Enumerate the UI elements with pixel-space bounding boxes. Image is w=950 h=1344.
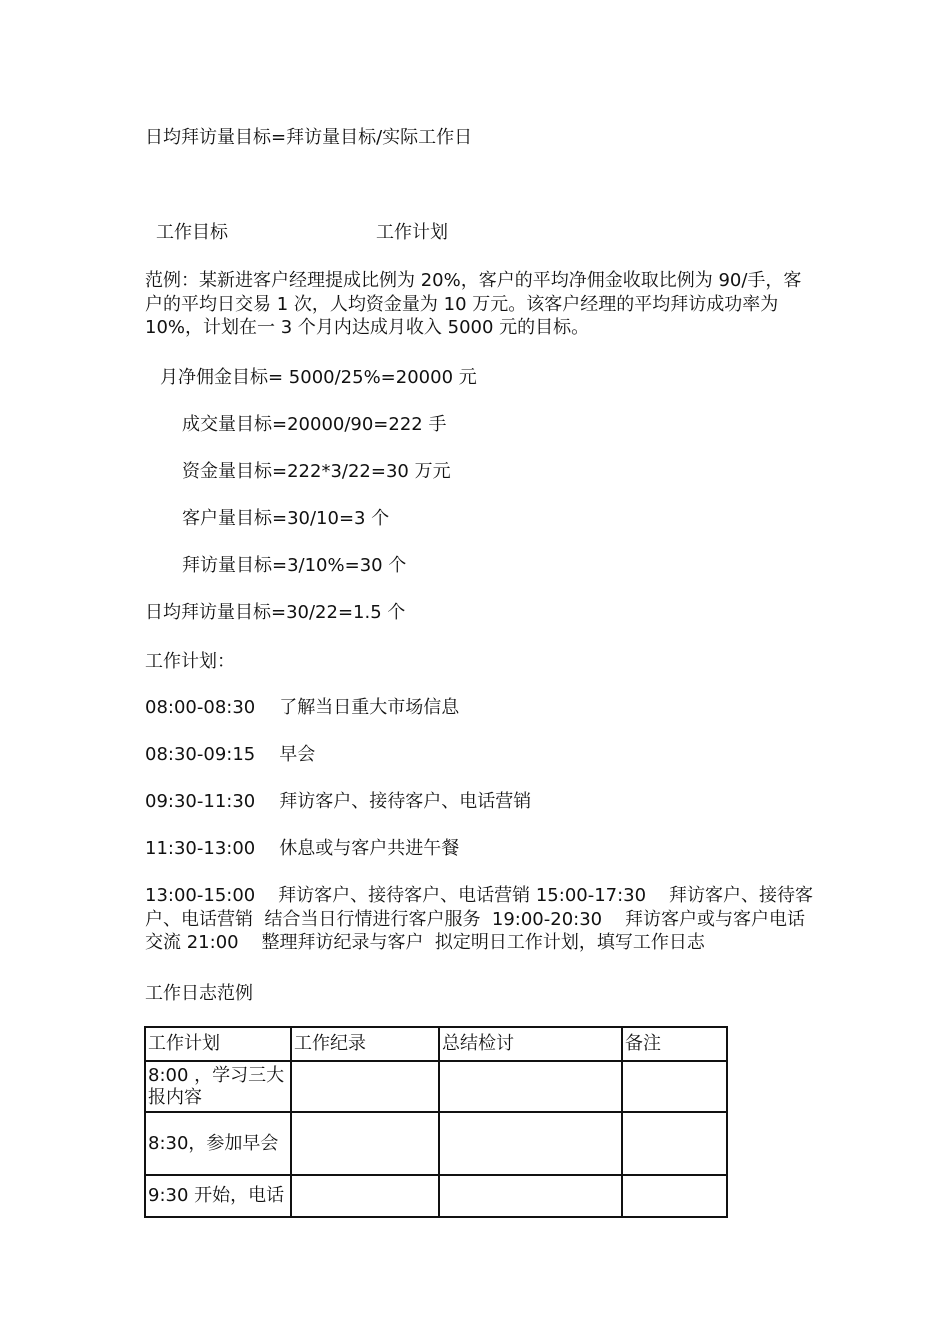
table-cell: 8:30，参加早会: [145, 1112, 291, 1175]
daily-visit-formula: 日均拜访量目标=拜访量目标/实际工作日: [145, 127, 473, 148]
schedule-row: [145, 790, 531, 814]
table-cell: [439, 1061, 622, 1112]
schedule-time: 11:30-13:00: [145, 838, 256, 859]
schedule-task: 了解当日重大市场信息: [279, 697, 460, 718]
plan-heading: 工作计划：: [145, 651, 235, 672]
schedule-task: 拜访客户、接待客户、电话营销: [279, 791, 532, 812]
table-cell: [622, 1061, 727, 1112]
col-header-review: 总结检讨: [439, 1027, 622, 1061]
afternoon-schedule-paragraph: 13:00-15:00 拜访客户、接待客户、电话营销 15:00-17:30 拜访客户、接待客户、电话营销 结合当日行情进行客户服务 19:00-20:30 拜访客户或与客户电话交流 21:00 整理拜访纪录与客户 拟定明日工作计划，填写工作日志: [145, 885, 813, 953]
schedule-row: [145, 743, 315, 767]
table-cell: [439, 1175, 622, 1217]
work-log-table: [144, 1026, 728, 1218]
table-cell: [291, 1175, 439, 1217]
header-work-plan: 工作计划: [376, 222, 448, 243]
table-cell: [622, 1112, 727, 1175]
table-row: [145, 1175, 727, 1217]
table-cell: [622, 1175, 727, 1217]
schedule-row: [145, 696, 459, 720]
example-paragraph: 范例：某新进客户经理提成比例为 20%，客户的平均净佣金收取比例为 90/手，客户的平均日交易 1 次，人均资金量为 10 万元。该客户经理的平均拜访成功率为 10%，计划在一 3 个月内达成月收入 5000 元的目标。: [145, 270, 802, 338]
schedule-row: [145, 837, 459, 861]
calc-clients: 客户量目标=30/10=3 个: [182, 508, 390, 529]
col-header-record: 工作纪录: [291, 1027, 439, 1061]
table-cell: 9:30 开始，电话: [145, 1175, 291, 1217]
schedule-time: 09:30-11:30: [145, 791, 256, 812]
table-row: [145, 1112, 727, 1175]
schedule-task: 休息或与客户共进午餐: [279, 838, 460, 859]
table-row: [145, 1061, 727, 1112]
calc-volume: 成交量目标=20000/90=222 手: [182, 414, 447, 435]
calc-funds: 资金量目标=222*3/22=30 万元: [182, 461, 451, 482]
table-header-row: [145, 1027, 727, 1061]
schedule-task: 早会: [279, 744, 316, 765]
table-cell: [291, 1112, 439, 1175]
schedule-time: 08:00-08:30: [145, 697, 256, 718]
calc-commission: 月净佣金目标= 5000/25%=20000 元: [160, 367, 477, 388]
log-heading: 工作日志范例: [145, 983, 253, 1004]
calc-visits: 拜访量目标=3/10%=30 个: [182, 555, 407, 576]
table-cell: [291, 1061, 439, 1112]
table-cell: 8:00 ，学习三大报内容: [145, 1061, 291, 1112]
col-header-plan: 工作计划: [145, 1027, 291, 1061]
calc-daily: 日均拜访量目标=30/22=1.5 个: [145, 602, 406, 623]
table-cell: [439, 1112, 622, 1175]
schedule-time: 08:30-09:15: [145, 744, 256, 765]
col-header-notes: 备注: [622, 1027, 727, 1061]
header-work-goal: 工作目标: [156, 222, 228, 243]
